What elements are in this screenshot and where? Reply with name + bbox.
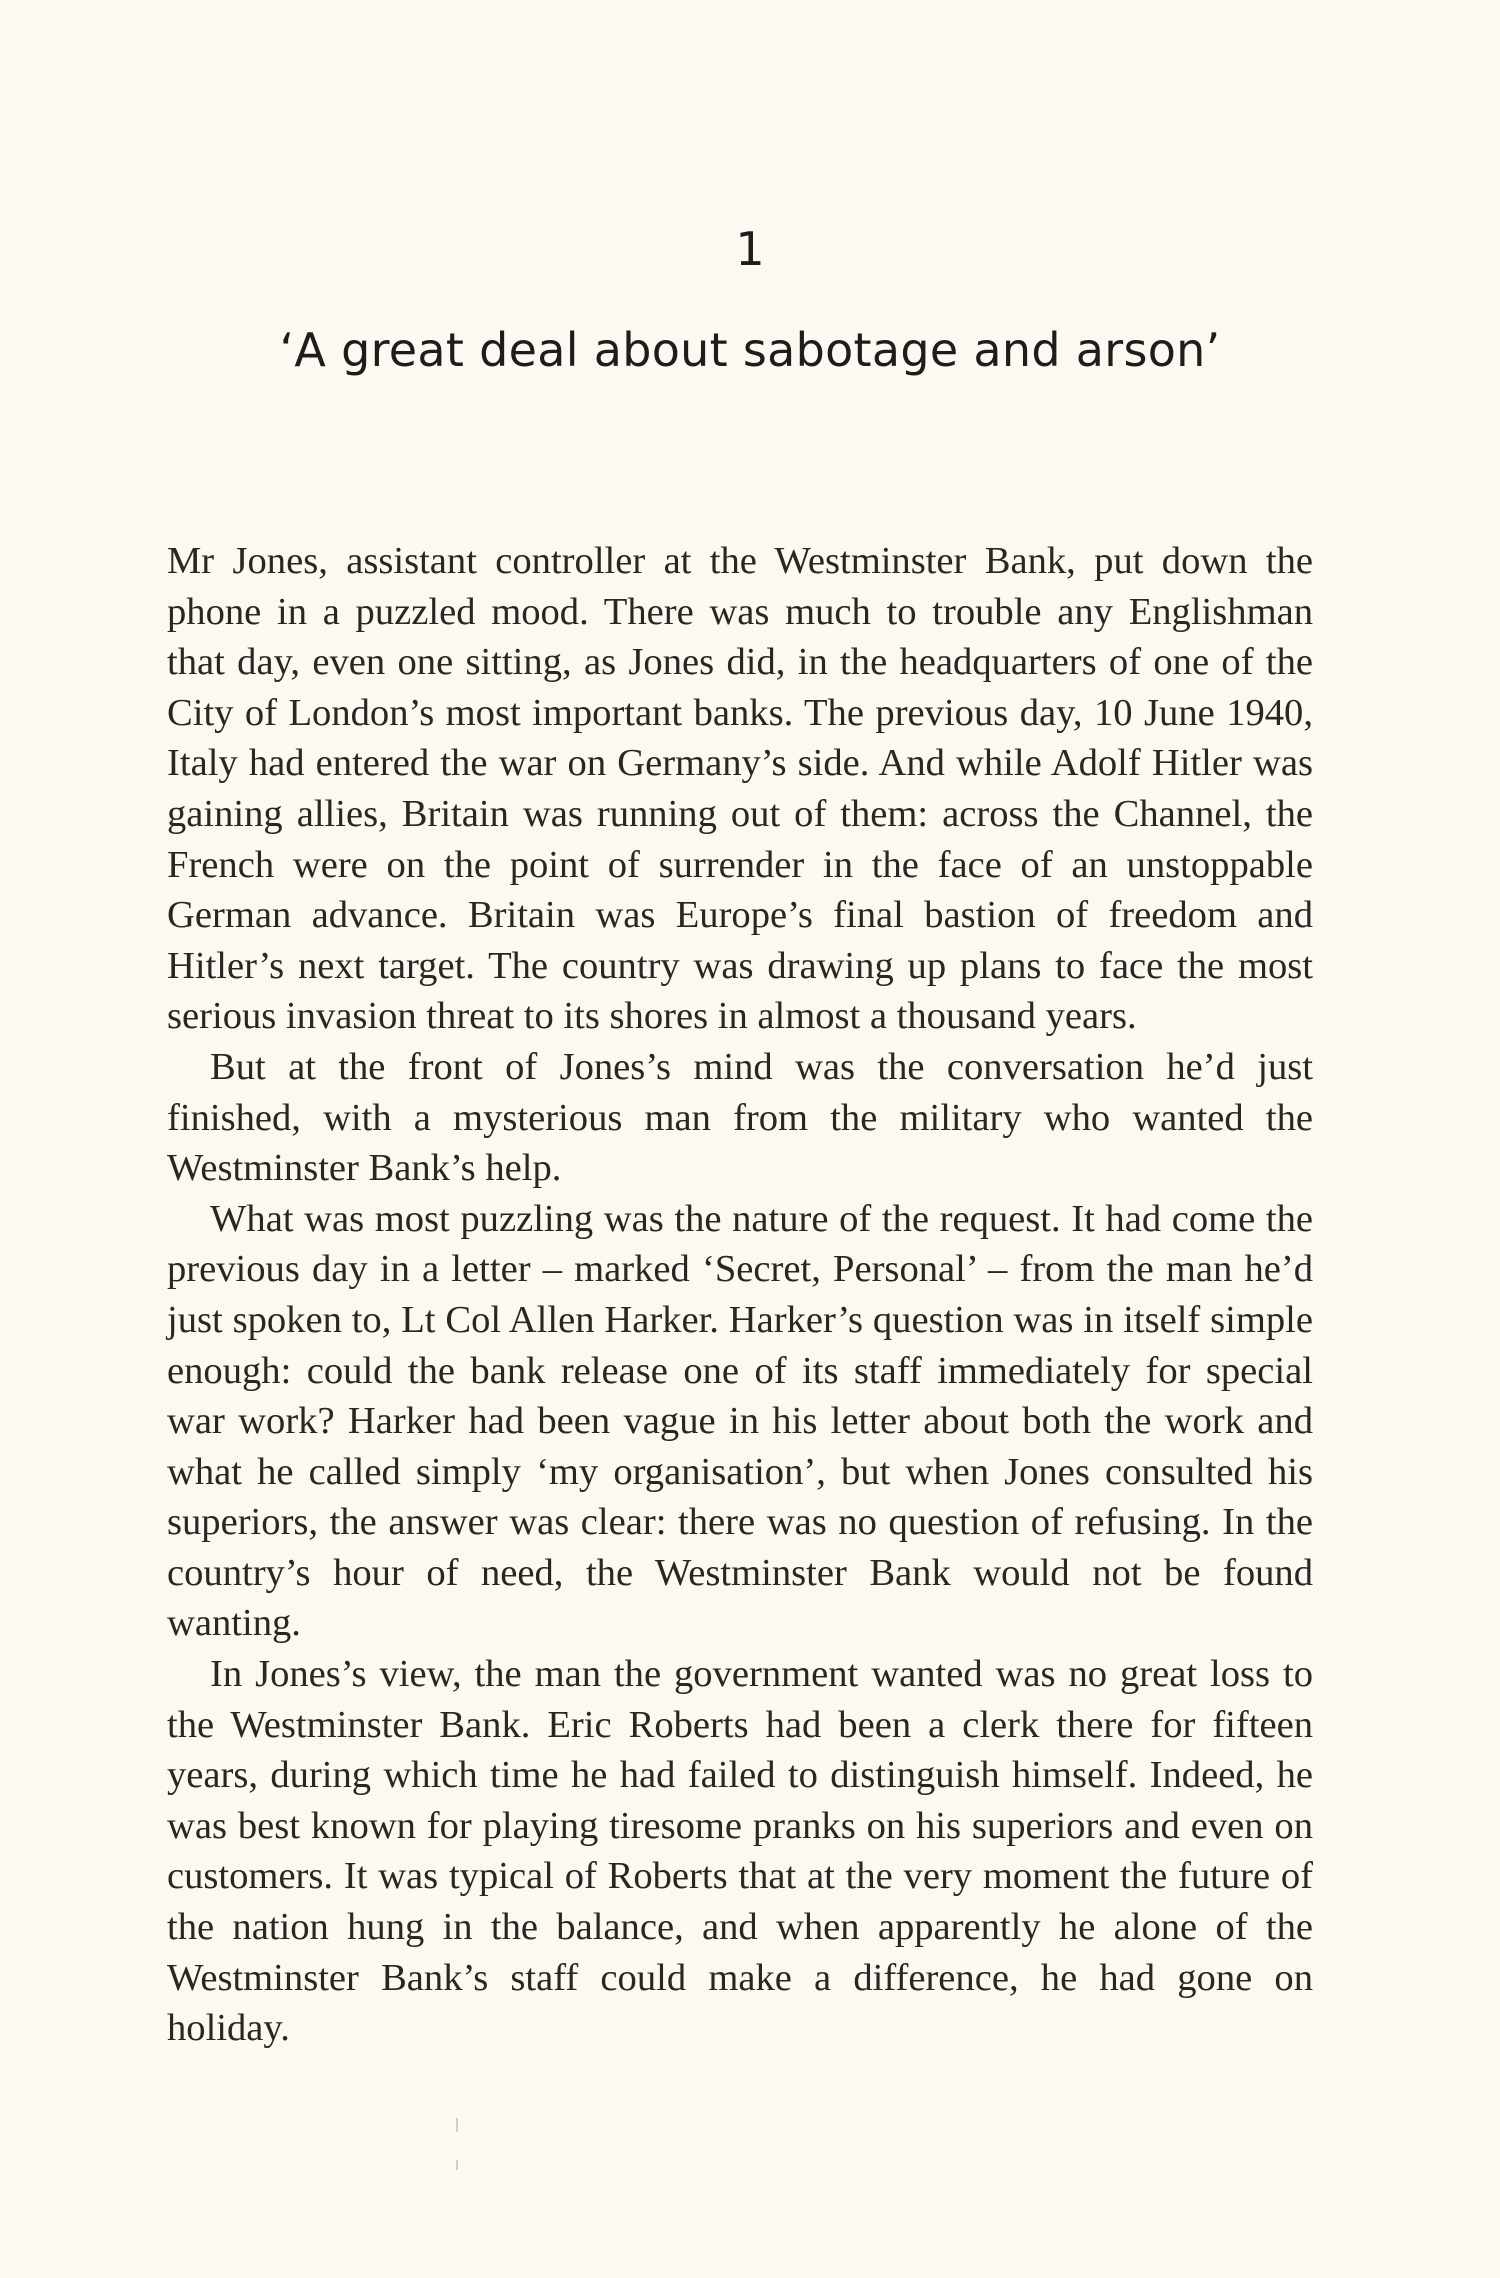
paragraph: In Jones’s view, the man the government wanted was no great loss to the Westminster Bank. Eric Roberts had been a clerk there for fifteen years, during which time he had failed to distinguish himself. Indeed, he was best known for playing tiresome pranks on his superiors and even on customers. It was typical of Roberts that at the very moment the future of the nation hung in the balance, and when apparently he alone of the Westminster Bank’s staff could make a difference, he had gone on holiday.: [167, 1653, 1313, 2050]
scan-speck: [456, 2118, 458, 2132]
paragraph: But at the front of Jones’s mind was the conversation he’d just finished, with a mysterious man from the military who wanted the Westminster Bank’s help.: [167, 1045, 1313, 1190]
paragraph: What was most puzzling was the nature of the request. It had come the previous day in a letter – marked ‘Secret, Personal’ – from the man he’d just spoken to, Lt Col Allen Harker. Harker’s question was in itself simple enough: could the bank release one of its staff immediately for special war work? Harker had been vague in his letter about both the work and what he called simply ‘my organisation’, but when Jones consulted his superiors, the answer was clear: there was no question of refusing. In the country’s hour of need, the Westminster Bank would not be found wanting.: [167, 1197, 1313, 1645]
chapter-body: [167, 536, 1313, 2054]
paragraph: Mr Jones, assistant controller at the Westminster Bank, put down the phone in a puzzled mood. There was much to trouble any Englishman that day, even one sitting, as Jones did, in the headquarters of one of the City of London’s most important banks. The previous day, 10 June 1940, Italy had entered the war on Germany’s side. And while Adolf Hitler was gaining allies, Britain was running out of them: across the Channel, the French were on the point of surrender in the face of an unstoppable German advance. Britain was Europe’s final bastion of freedom and Hitler’s next target. The country was drawing up plans to face the most serious invasion threat to its shores in almost a thousand years.: [167, 540, 1313, 1038]
chapter-number: 1: [735, 222, 765, 276]
chapter-title: ‘A great deal about sabotage and arson’: [279, 323, 1221, 377]
scan-speck: [456, 2160, 458, 2170]
